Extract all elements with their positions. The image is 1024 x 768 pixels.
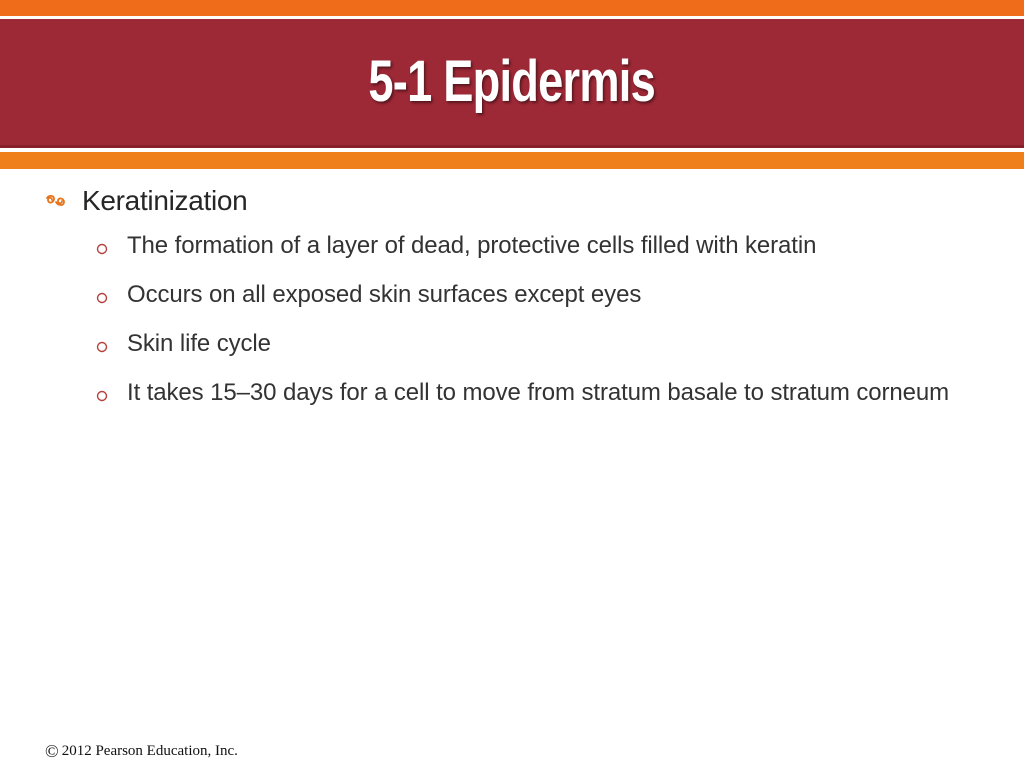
sub-bullet-list xyxy=(96,233,956,429)
copyright-symbol: © xyxy=(45,741,59,761)
slide-content xyxy=(0,169,1024,729)
swirl-bullet-icon xyxy=(44,189,74,213)
sub-bullet-item xyxy=(96,233,956,266)
sub-bullet-item xyxy=(96,380,956,413)
copyright-text: 2012 Pearson Education, Inc. xyxy=(61,743,238,759)
bullet-keratinization xyxy=(44,185,247,217)
sub-bullet-text: It takes 15–30 days for a cell to move from stratum basale to stratum corneum xyxy=(127,379,949,406)
hollow-circle-bullet-icon xyxy=(96,292,108,304)
sub-bullet-item xyxy=(96,331,956,364)
copyright-footer xyxy=(45,741,238,762)
hollow-circle-bullet-icon xyxy=(96,390,108,402)
top-accent-stripe xyxy=(0,0,1024,16)
slide-title: 5-1 Epidermis xyxy=(368,49,656,114)
title-bar xyxy=(0,19,1024,148)
sub-bullet-item xyxy=(96,282,956,315)
bullet-level1-text: Keratinization xyxy=(82,185,248,216)
sub-bullet-text: Occurs on all exposed skin surfaces except eyes xyxy=(127,281,642,308)
bottom-accent-stripe xyxy=(0,152,1024,169)
sub-bullet-text: The formation of a layer of dead, protective cells filled with keratin xyxy=(127,232,817,259)
hollow-circle-bullet-icon xyxy=(96,243,108,255)
sub-bullet-text: Skin life cycle xyxy=(127,330,271,357)
hollow-circle-bullet-icon xyxy=(96,341,108,353)
